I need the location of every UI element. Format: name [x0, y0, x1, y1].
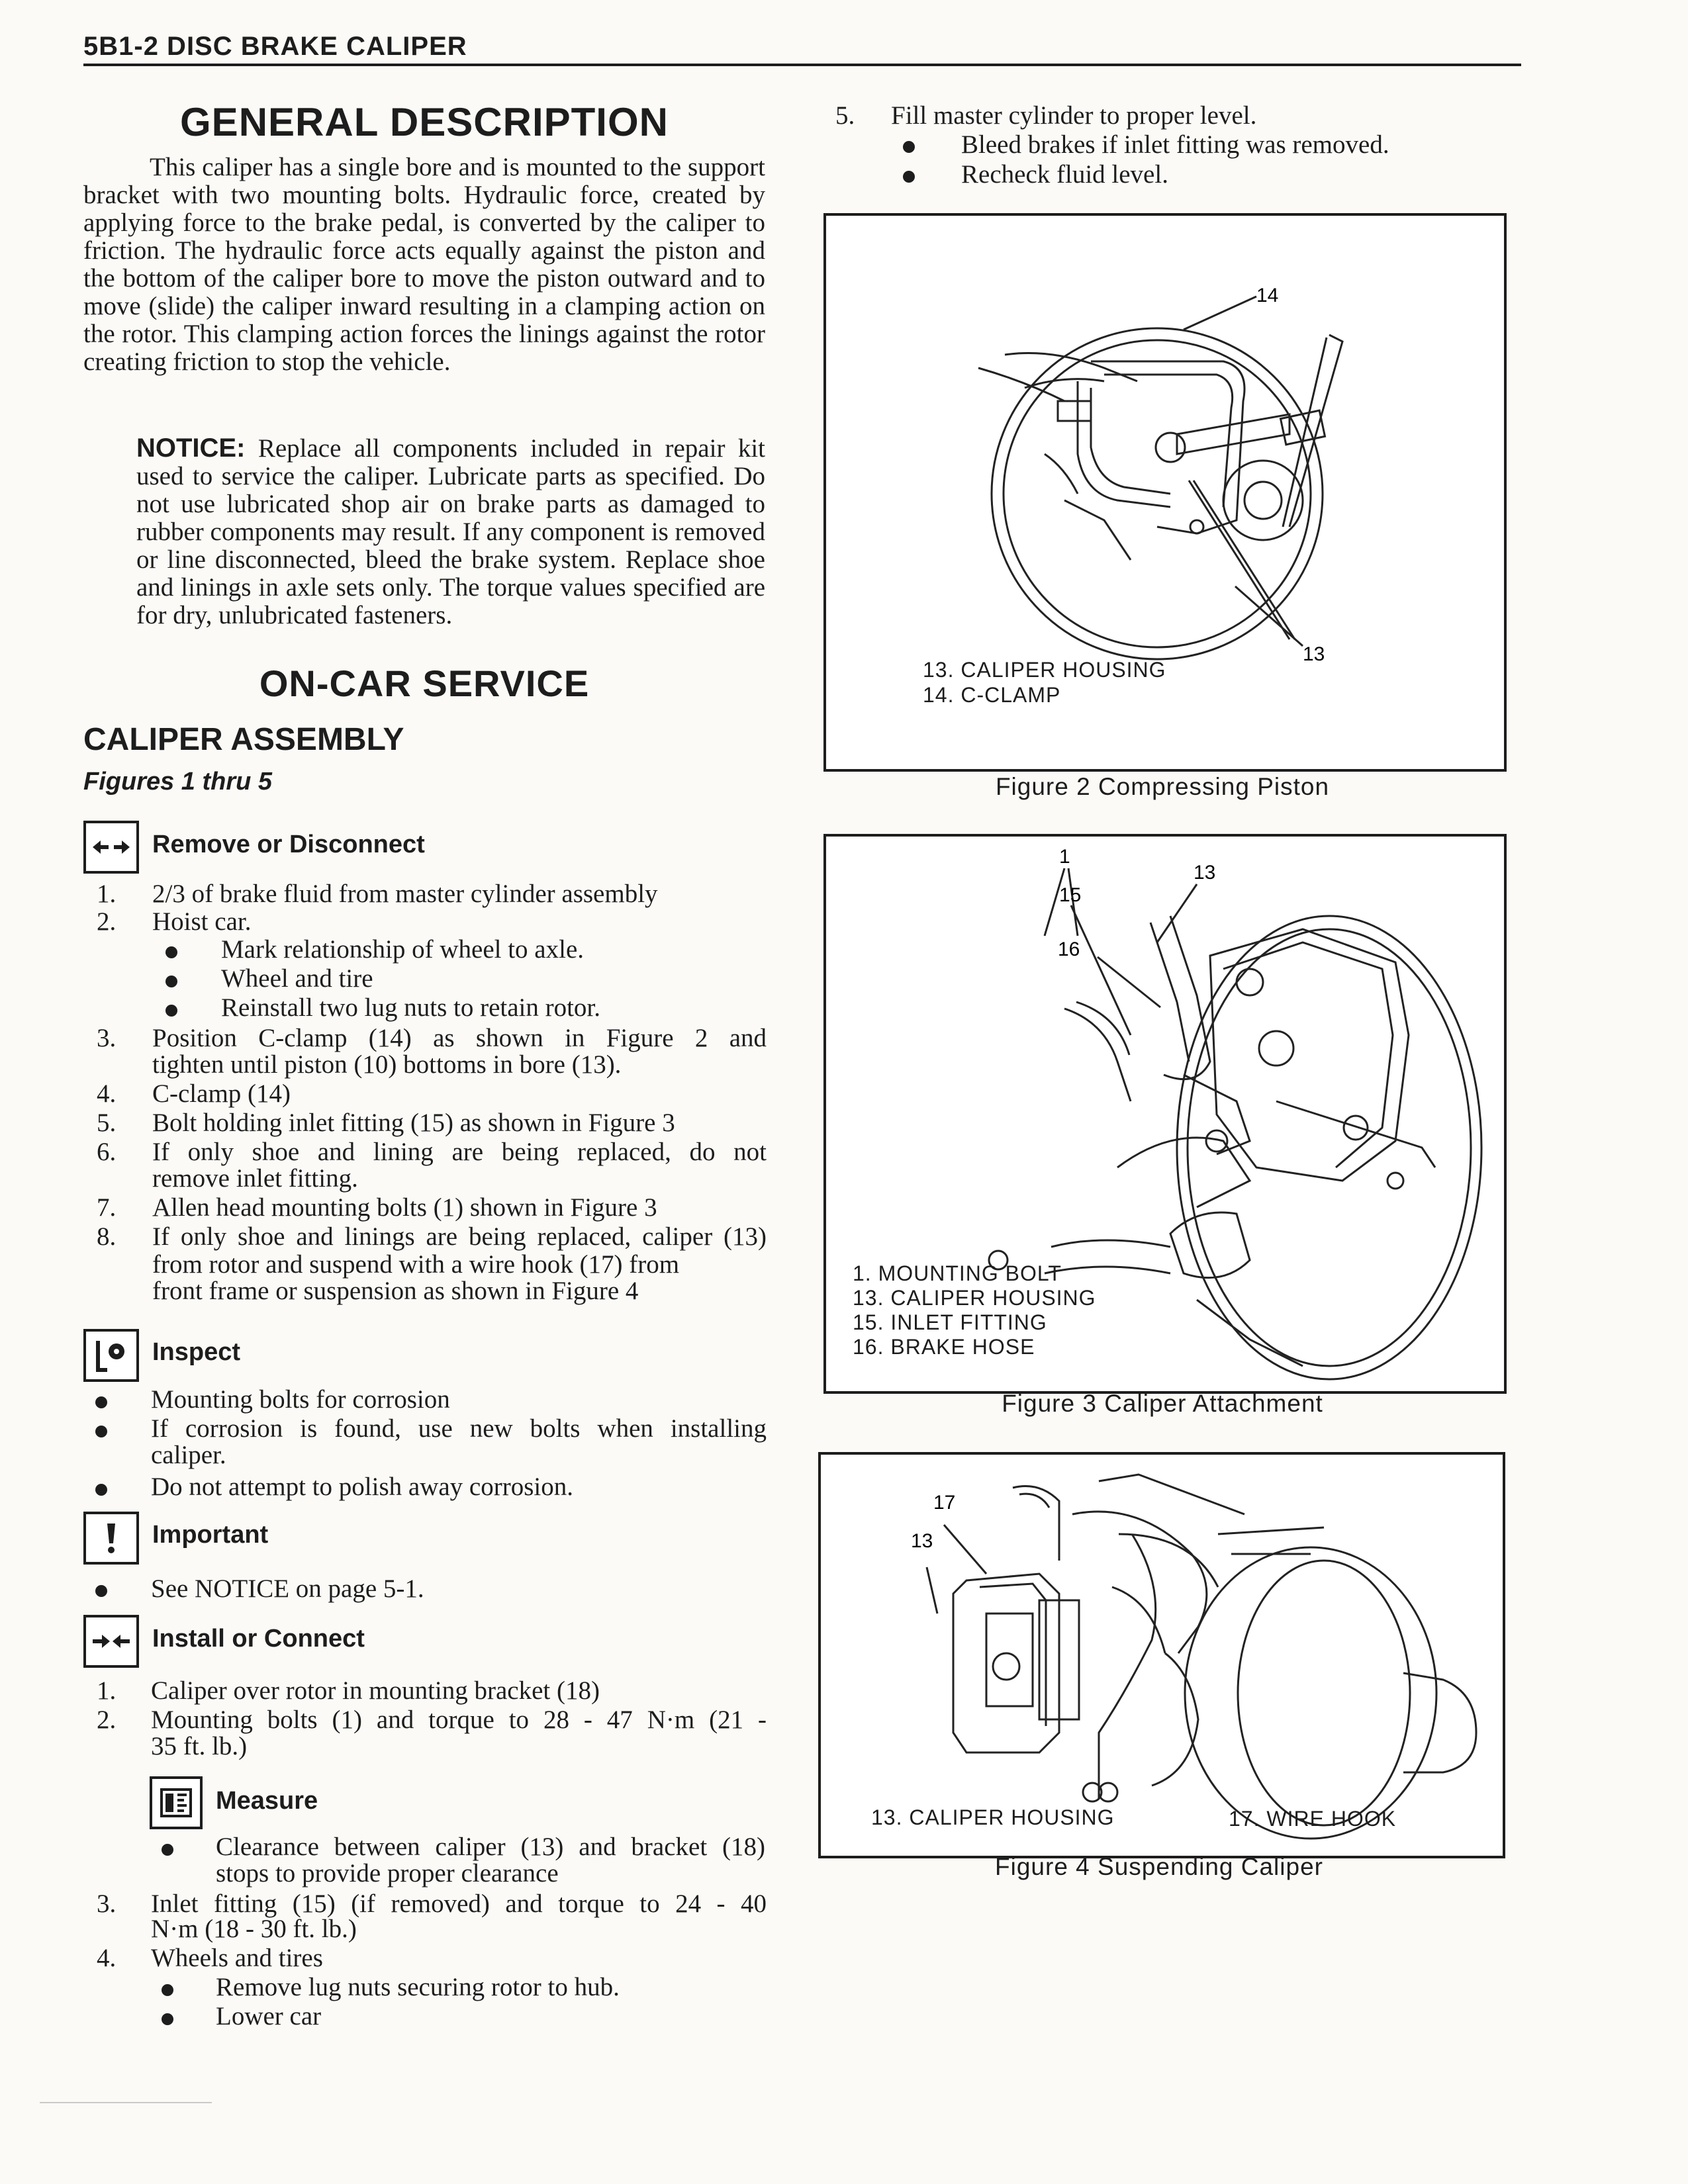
- remove-step: Position C-clamp (14) as shown in Figure 2 and: [152, 1024, 767, 1052]
- remove-step: If only shoe and linings are being replaced, caliper (13): [152, 1222, 767, 1251]
- remove-bullet-item: Reinstall two lug nuts to retain rotor.: [221, 993, 601, 1022]
- install-step-2-cont: 35 ft. lb.): [151, 1732, 248, 1760]
- remove-step: If only shoe and lining are being replaced, do not: [152, 1138, 767, 1166]
- install-step-number: 4.: [97, 1944, 117, 1972]
- install-step-number: 1.: [97, 1676, 117, 1705]
- remove-disconnect-icon: [83, 821, 139, 874]
- remove-step-number: 6.: [97, 1138, 117, 1166]
- footer-rule: [40, 2102, 212, 2103]
- bullet: [95, 1426, 107, 1437]
- running-head: 5B1-2 DISC BRAKE CALIPER: [83, 32, 467, 61]
- remove-step: 2/3 of brake fluid from master cylinder assembly: [152, 880, 658, 908]
- measure-item-cont: stops to provide proper clearance: [216, 1859, 559, 1888]
- remove-step-cont: tighten until piston (10) bottoms in bore (13).: [152, 1050, 622, 1079]
- bullet: [95, 1396, 107, 1408]
- important-icon: [83, 1512, 139, 1565]
- inspect-item: Mounting bolts for corrosion: [151, 1385, 450, 1414]
- figure-4-box: [818, 1452, 1505, 1858]
- install-step-4: Wheels and tires: [151, 1944, 323, 1972]
- figure-4-legend-1: 13. CALIPER HOUSING: [871, 1805, 1115, 1829]
- remove-disconnect-label: Remove or Disconnect: [152, 831, 425, 858]
- install-connect-icon: [83, 1615, 139, 1668]
- step-5-bullet-2: Recheck fluid level.: [961, 160, 1168, 189]
- bullet: [162, 1844, 173, 1856]
- fig3-callout-16: 16: [1058, 938, 1080, 960]
- figure-4-caption: Figure 4 Suspending Caliper: [995, 1853, 1323, 1880]
- bullet: [95, 1585, 107, 1597]
- install-step-3: Inlet fitting (15) (if removed) and torque to 24 - 40: [151, 1889, 767, 1918]
- fig2-callout-14: 14: [1256, 285, 1279, 306]
- fig4-callout-17: 17: [933, 1492, 956, 1514]
- inspect-icon: [83, 1329, 139, 1382]
- remove-step-number: 3.: [97, 1024, 117, 1052]
- notice-text: Replace all components included in repair kit used to service the caliper. Lubricate parts as specified. Do not use lubricated shop air on brake parts as damaged to rubber components may result. If any component is removed or line disconnected, bleed the brake system. Replace shoe and linings in axle sets only. The torque values specified are for dry, unlubricated fasteners.: [136, 434, 766, 629]
- bullet: [165, 946, 177, 958]
- inspect-label: Inspect: [152, 1338, 241, 1366]
- remove-bullet-item: Wheel and tire: [221, 964, 373, 993]
- bullet: [165, 1005, 177, 1017]
- notice-block: [136, 434, 765, 629]
- figure-3-legend-2: 13. CALIPER HOUSING: [853, 1286, 1096, 1310]
- measure-icon: [150, 1776, 203, 1829]
- fig3-callout-15: 15: [1059, 884, 1082, 906]
- remove-step: Allen head mounting bolts (1) shown in Figure 3: [152, 1193, 657, 1222]
- measure-label: Measure: [216, 1787, 318, 1815]
- header-rule: [83, 64, 1521, 66]
- remove-step: Bolt holding inlet fitting (15) as shown in Figure 3: [152, 1109, 675, 1137]
- remove-step-cont: remove inlet fitting.: [152, 1164, 358, 1193]
- bullet: [95, 1484, 107, 1496]
- remove-step-number: 2.: [97, 907, 117, 936]
- figure-3-box: [823, 834, 1507, 1394]
- fig3-callout-1: 1: [1059, 846, 1070, 868]
- bullet: [165, 976, 177, 987]
- bullet: [162, 1984, 173, 1996]
- remove-step-cont: from rotor and suspend with a wire hook (17) from: [152, 1250, 680, 1279]
- figure-2-caption: Figure 2 Compressing Piston: [995, 773, 1330, 800]
- fig2-callout-13: 13: [1303, 643, 1325, 665]
- important-label: Important: [152, 1521, 269, 1549]
- notice-label: NOTICE:: [136, 433, 246, 463]
- bullet: [162, 2013, 173, 2025]
- install-step-4-bullet-1: Remove lug nuts securing rotor to hub.: [216, 1973, 620, 2001]
- install-connect-label: Install or Connect: [152, 1625, 365, 1653]
- general-description-paragraph: This caliper has a single bore and is mounted to the support bracket with two mounting bolts. Hydraulic force, created by applying force to the brake pedal, is converted by the caliper to friction. The hydraulic force acts equally against the piston and the bottom of the caliper bore to move the piston outward and to move (slide) the caliper inward resulting in a clamping action on the rotor. This clamping action forces the linings against the rotor creating friction to stop the vehicle.: [83, 153, 765, 376]
- important-item: See NOTICE on page 5-1.: [151, 1574, 424, 1603]
- figure-4-legend-2: 17. WIRE HOOK: [1229, 1807, 1397, 1831]
- install-step-1: Caliper over rotor in mounting bracket (18): [151, 1676, 600, 1705]
- figure-3-legend-1: 1. MOUNTING BOLT: [853, 1261, 1062, 1285]
- step-5: Fill master cylinder to proper level.: [891, 101, 1257, 130]
- figure-3-caption: Figure 3 Caliper Attachment: [1002, 1390, 1323, 1417]
- inspect-item: Do not attempt to polish away corrosion.: [151, 1473, 573, 1501]
- figure-2-box: [823, 213, 1507, 772]
- install-step-3-cont: N·m (18 - 30 ft. lb.): [151, 1915, 357, 1943]
- figure-2-legend-1: 13. CALIPER HOUSING: [923, 658, 1166, 682]
- fig3-callout-13: 13: [1194, 862, 1216, 884]
- inspect-item: If corrosion is found, use new bolts when installing: [151, 1414, 767, 1443]
- bullet: [903, 141, 915, 153]
- caliper-assembly-heading: CALIPER ASSEMBLY: [83, 722, 404, 757]
- install-step-2: Mounting bolts (1) and torque to 28 - 47 N·m (21 -: [151, 1706, 767, 1734]
- fig4-callout-13: 13: [911, 1530, 933, 1552]
- install-step-4-bullet-2: Lower car: [216, 2002, 322, 2030]
- figure-3-legend-3: 15. INLET FITTING: [853, 1310, 1047, 1334]
- figure-reference: Figures 1 thru 5: [83, 768, 273, 796]
- remove-step: Hoist car.: [152, 907, 252, 936]
- remove-step-cont: front frame or suspension as shown in Figure 4: [152, 1277, 639, 1305]
- remove-step-number: 7.: [97, 1193, 117, 1222]
- remove-step-number: 1.: [97, 880, 117, 908]
- inspect-item: caliper.: [151, 1441, 226, 1469]
- measure-item: Clearance between caliper (13) and bracket (18): [216, 1833, 765, 1861]
- remove-step-number: 4.: [97, 1079, 117, 1108]
- figure-2-legend-2: 14. C-CLAMP: [923, 683, 1061, 707]
- install-step-number: 3.: [97, 1889, 117, 1918]
- remove-step-number: 5.: [97, 1109, 117, 1137]
- figure-3-legend-4: 16. BRAKE HOSE: [853, 1335, 1035, 1359]
- remove-step-number: 8.: [97, 1222, 117, 1251]
- step-number: 5.: [835, 101, 855, 130]
- remove-bullet-item: Mark relationship of wheel to axle.: [221, 935, 584, 964]
- remove-step: C-clamp (14): [152, 1079, 291, 1108]
- install-step-number: 2.: [97, 1706, 117, 1734]
- bullet: [903, 171, 915, 183]
- step-5-bullet-1: Bleed brakes if inlet fitting was removed.: [961, 130, 1389, 159]
- on-car-service-heading: ON-CAR SERVICE: [259, 662, 590, 704]
- general-description-heading: GENERAL DESCRIPTION: [180, 100, 669, 144]
- figure-4-illustration: [821, 1455, 1503, 1856]
